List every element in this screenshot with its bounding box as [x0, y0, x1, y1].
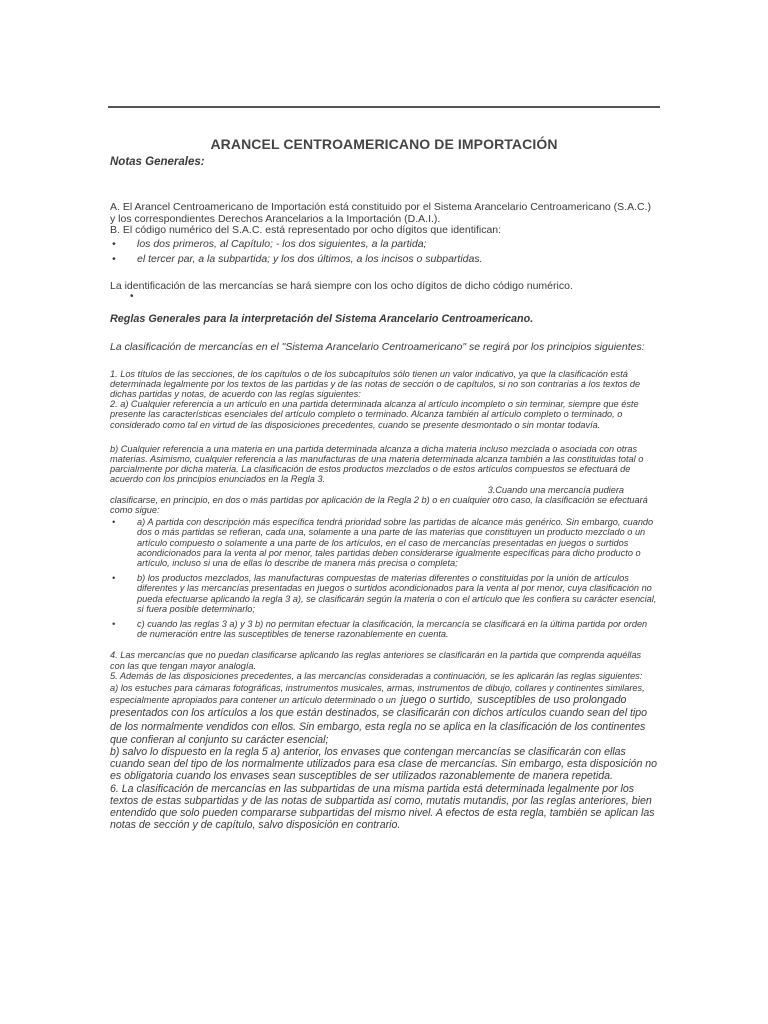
document-title: ARANCEL CENTROAMERICANO DE IMPORTACIÓN — [210, 136, 558, 152]
bullet-icon: • — [112, 618, 116, 629]
bullet-icon: • — [112, 237, 116, 250]
rule-3-heading: 3.Cuando una mercancía pudiera — [487, 484, 624, 495]
section-subtitle: Notas Generales: — [110, 156, 205, 168]
list-item: • los dos primeros, al Capítulo; - los dos siguientes, a la partida; — [112, 237, 427, 250]
bullet-icon: • — [112, 252, 116, 265]
rule-3-body: clasificarse, en principio, en dos o más partidas por aplicación de la Regla 2 b) o en cualquier otro caso, la clasificación se efectuará como sigue: — [110, 494, 648, 515]
rule-5b: b) salvo lo dispuesto en la regla 5 a) anterior, los envases que contengan mercancías se clasificarán con ellas cuando sean del tipo de los normalmente utilizados para esa clase de mercancías. Sin embargo, esta disposición no es obligatoria cuando los envases sean susceptibles de ser utilizados razonablemente de manera repetida. — [110, 746, 658, 783]
rule-1: 1. Los títulos de las secciones, de los capítulos o de los subcapítulos sólo tienen un valor indicativo, ya que la clasificación está determinada legalmente por los textos de las partidas y de las notas de sección o de capítulos, si no son contrarias a los textos de dichas partidas y notas, de acuerdo con las reglas siguientes: — [110, 368, 641, 399]
paragraph-b: B. El código numérico del S.A.C. está representado por ocho dígitos que identifican: — [110, 224, 502, 236]
rules-heading: Reglas Generales para la interpretación del Sistema Arancelario Centroamericano. — [110, 313, 534, 325]
document-body — [110, 136, 658, 831]
rules-intro: La clasificación de mercancías en el "Sistema Arancelario Centroamericano" se regirá por los principios siguientes: — [110, 341, 645, 353]
identification-note: La identificación de las mercancías se hará siempre con los ocho dígitos de dicho código numérico. — [110, 279, 573, 292]
list-item: • el tercer par, a la subpartida; y los dos últimos, a los incisos o subpartidas. — [112, 252, 483, 265]
bullet-icon: • — [112, 517, 116, 528]
rule-4: 4. Las mercancías que no puedan clasificarse aplicando las reglas anteriores se clasificarán en la partida que comprenda aquéllas con las que tengan mayor analogía. — [110, 650, 642, 671]
rule-2b: b) Cualquier referencia a una materia en una partida determinada alcanza a dicha materia incluso mezclada o asociada con otras materias. Asimismo, cualquier referencia a las manufacturas de una materia determinada alcanza también a las constituidas total o parcialmente por dicha materia. La clasificación de estos productos mezclados o de estos artículos compuestos se efectuará de acuerdo con los principios enunciados en la Regla 3. — [110, 443, 644, 485]
top-rule — [108, 106, 660, 108]
digit-list — [110, 237, 658, 267]
paragraph-a: A. El Arancel Centroamericano de Importación está constituido por el Sistema Arancelario Centroamericano (S.A.C.) y los correspondientes Derechos Arancelarios a la Importación (D.A.I.). — [110, 201, 652, 225]
rule-5a: a) los estuches para cámaras fotográficas, instrumentos musicales, armas, instrumentos de dibujo, collares y continentes similares, especialmente apropiados para contener un artículo determinado o un juego o surtido, susceptibles de uso prolongado presentados con los artículos a los que están destinados, se clasificarán con dichos artículos cuando sean del tipo de los normalmente vendidos con ellos. Sin embargo, esta regla no se aplica en la clasificación de los continentes que confieran al conjunto su carácter esencial; — [110, 682, 648, 746]
bullet-icon: • — [112, 573, 116, 584]
list-item: • c) cuando las reglas 3 a) y 3 b) no permitan efectuar la clasificación, la mercancía se clasificará en la última partida por orden de numeración entre las susceptibles de tenerse razonablemente en cuenta. — [112, 618, 648, 640]
list-item: • b) los productos mezclados, las manufacturas compuestas de materias diferentes o constituidas por la unión de artículos diferentes y las mercancías presentadas en juegos o surtidos acondicionados para la venta al por menor, cuya clasificación no pueda efectuarse aplicando la regla 3 a), se clasificarán según la materia o con el artículo que les confiera su carácter esencial, si fuera posible determinarlo; — [112, 573, 657, 614]
rule-6: 6. La clasificación de mercancías en las subpartidas de una misma partida está determinada legalmente por los textos de estas subpartidas y de las notas de subpartida así como, mutatis mutandis, por las reglas anteriores, bien entendido que solo pueden compararse subpartidas del mismo nivel. A efectos de esta regla, también se aplican las notas de sección y de capítulo, salvo disposición en contrario. — [110, 782, 655, 832]
bullet-icon: • — [130, 291, 134, 302]
rule-5: 5. Además de las disposiciones precedentes, a las mercancías consideradas a continuación, se les aplicarán las reglas siguientes: — [110, 670, 643, 681]
rule-2a: 2. a) Cualquier referencia a un artículo en una partida determinada alcanza al artículo incompleto o sin terminar, siempre que éste presente las características esenciales del artículo completo o terminado. Alcanza también al artículo completo o terminado, o considerado como tal en virtud de las disposiciones precedentes, cuando se presente desmontado o sin montar todavía. — [110, 399, 639, 430]
list-item: • a) A partida con descripción más específica tendrá prioridad sobre las partidas de alcance más genérico. Sin embargo, cuando dos o más partidas se refieran, cada una, solamente a una parte de las materias que constituyen un producto mezclado o un artículo compuesto o solamente a una parte de los artículos, en el caso de mercancías presentadas en juegos o surtidos acondicionados para la venta al por menor, tales partidas deben considerarse igualmente específicas para dicho producto o artículo, incluso si una de ellas lo describe de manera más precisa o completa; — [112, 517, 654, 568]
rule-3-list — [110, 517, 658, 639]
